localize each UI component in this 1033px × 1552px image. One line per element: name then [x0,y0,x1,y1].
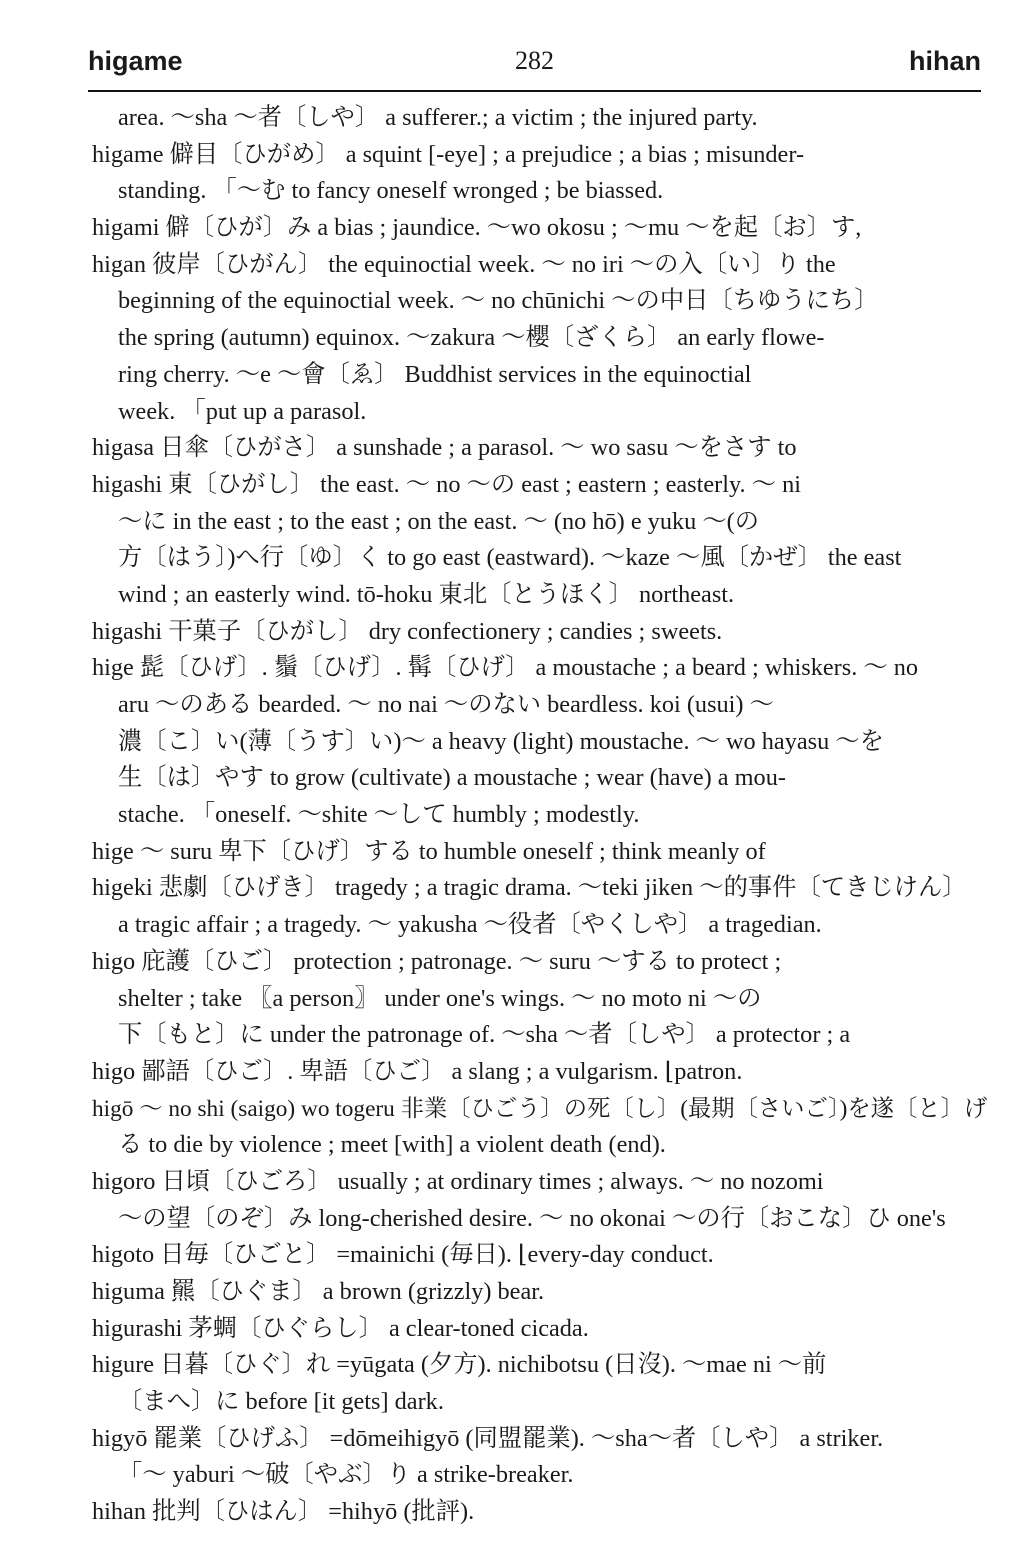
entry-continuation-line: stache. 「oneself. ～shite ～して humbly ; modestly. [118,801,640,829]
entry-headword-line: higeki 悲劇〔ひげき〕 tragedy ; a tragic drama. ～teki jiken ～的事件〔てきじけん〕 [92,874,967,902]
page-number: 282 [515,46,554,75]
dictionary-entries [92,100,988,1531]
entry-headword-line: higurashi 茅蜩〔ひぐらし〕 a clear-toned cicada. [92,1314,589,1342]
entry-headword-line: higyō 罷業〔ひげふ〕 =dōmeihigyō (同盟罷業). ～sha～者〔しや〕 a striker. [92,1424,884,1452]
entry-continuation-line: beginning of the equinoctial week. ～ no chūnichi ～の中日〔ちゆうにち〕 [118,287,879,315]
entry-continuation-line: aru ～のある bearded. ～ no nai ～のない beardless. koi (usui) ～ [118,691,774,718]
entry-continuation-line: 方〔はう〕)へ行〔ゆ〕く to go east (eastward). ～kaze ～風〔かぜ〕 the east [118,544,902,572]
entry-headword-line: higō ～ no shi (saigo) wo togeru 非業〔ひごう〕の死〔し〕(最期〔さいご〕)を遂〔と〕げ [92,1095,988,1122]
entry-continuation-line: a tragic affair ; a tragedy. ～ yakusha ～役者〔やくしや〕 a tragedian. [118,911,822,939]
entry-continuation-line: 生〔は〕やす to grow (cultivate) a moustache ; wear (have) a mou- [118,764,786,792]
entry-headword-line: higure 日暮〔ひぐ〕れ =yūgata (夕方). nichibotsu (日沒). ～mae ni ～前 [92,1351,827,1379]
running-header [88,40,981,92]
entry-headword-line: higoro 日頃〔ひごろ〕 usually ; at ordinary times ; always. ～ no nozomi [92,1167,824,1195]
entry-continuation-line: 濃〔こ〕い(薄〔うす〕い)～ a heavy (light) moustache. ～ wo hayasu ～を [118,727,884,755]
entry-continuation-line: 〔まへ〕に before [it gets] dark. [118,1388,444,1416]
entry-headword-line: higasa 日傘〔ひがさ〕 a sunshade ; a parasol. ～ wo sasu ～をさす to [92,434,797,462]
entry-headword-line: higo 鄙語〔ひご〕. 卑語〔ひご〕 a slang ; a vulgarism. ⌊patron. [92,1057,743,1085]
entry-headword-line: hihan 批判〔ひはん〕 =hihyō (批評). [92,1498,475,1526]
entry-continuation-line: る to die by violence ; meet [with] a violent death (end). [118,1131,666,1159]
entry-continuation-line: ring cherry. ～e ～會〔ゑ〕 Buddhist services in the equinoctial [118,360,752,388]
entry-continuation-line: ～に in the east ; to the east ; on the east. ～ (no hō) e yuku ～(の [118,507,760,535]
entry-continuation-line: the spring (autumn) equinox. ～zakura ～櫻〔ざくら〕 an early flowe- [118,324,825,352]
entry-continuation-line: area. ～sha ～者〔しや〕 a sufferer.; a victim ; the injured party. [118,104,758,131]
entry-headword-line: higan 彼岸〔ひがん〕 the equinoctial week. ～ no iri ～の入〔い〕り the [92,250,836,278]
right-guide-word: hihan [909,46,981,76]
entry-headword-line: higoto 日毎〔ひごと〕 =mainichi (毎日). ⌊every-day conduct. [92,1241,714,1269]
entry-headword-line: higashi 東〔ひがし〕 the east. ～ no ～の east ; eastern ; easterly. ～ ni [92,470,801,498]
entry-headword-line: higami 僻〔ひが〕み a bias ; jaundice. ～wo okosu ; ～mu ～を起〔お〕す, [92,214,862,242]
entry-continuation-line: wind ; an easterly wind. tō-hoku 東北〔とうほく〕 northeast. [118,580,735,608]
entry-continuation-line: 下〔もと〕に under the patronage of. ～sha ～者〔しや〕 a protector ; a [118,1021,851,1049]
entry-continuation-line: week. 「put up a parasol. [118,397,367,425]
entry-continuation-line: ～の望〔のぞ〕み long-cherished desire. ～ no okonai ～の行〔おこな〕ひ one's [118,1204,946,1232]
entry-headword-line: hige 髭〔ひげ〕. 鬚〔ひげ〕. 髯〔ひげ〕 a moustache ; a beard ; whiskers. ～ no [92,654,919,682]
entry-headword-line: higashi 干菓子〔ひがし〕 dry confectionery ; candies ; sweets. [92,617,723,645]
entry-continuation-line: standing. 「～む to fancy oneself wronged ; be biassed. [118,177,664,205]
entry-headword-line: higo 庇護〔ひご〕 protection ; patronage. ～ suru ～する to protect ; [92,947,782,975]
entry-continuation-line: 「～ yaburi ～破〔やぶ〕り a strike-breaker. [118,1461,574,1489]
entry-headword-line: higuma 羆〔ひぐま〕 a brown (grizzly) bear. [92,1278,545,1305]
entry-headword-line: higame 僻目〔ひがめ〕 a squint [-eye] ; a prejudice ; a bias ; misunder- [92,140,805,168]
entry-headword-line: hige ～ suru 卑下〔ひげ〕する to humble oneself ; think meanly of [92,837,766,865]
entry-continuation-line: shelter ; take 〖a person〗 under one's wings. ～ no moto ni ～の [118,984,762,1012]
left-guide-word: higame [88,46,183,76]
